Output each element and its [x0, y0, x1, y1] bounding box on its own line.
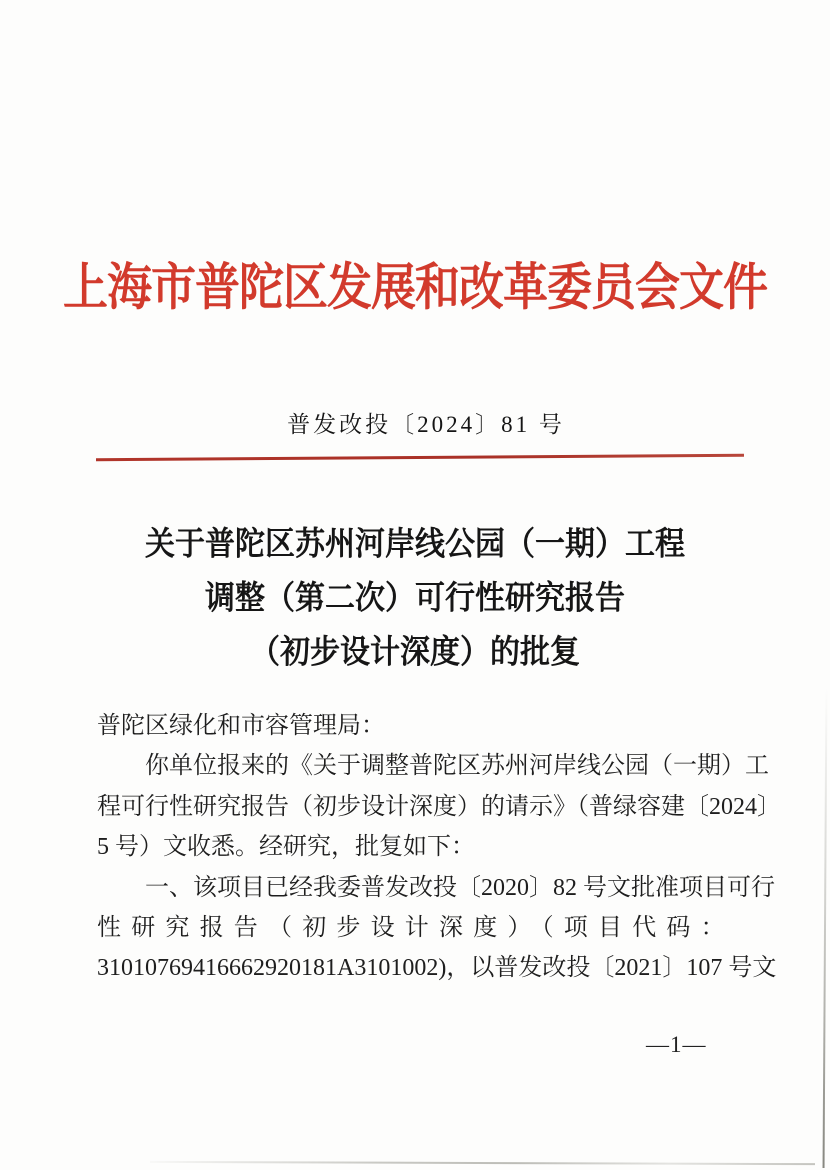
body-line: 你单位报来的《关于调整普陀区苏州河岸线公园（一期）工 — [145, 753, 769, 780]
document-body — [97, 706, 781, 989]
scan-artifact-right-edge — [823, 688, 828, 1168]
document-title-line: 关于普陀区苏州河岸线公园（一期）工程 — [145, 526, 685, 563]
body-line: 性研究报告（初步设计深度）（项目代码： — [97, 915, 735, 942]
page-number: —1— — [646, 1032, 707, 1057]
scan-artifact-bottom-edge — [150, 1161, 815, 1165]
document-number: 普发改投〔2024〕81 号 — [287, 412, 565, 437]
document-title-line: （初步设计深度）的批复 — [250, 634, 580, 671]
body-line: 程可行性研究报告（初步设计深度）的请示》（普绿容建〔2024〕 — [97, 793, 781, 820]
agency-header-title: 上海市普陀区发展和改革委员会文件 — [62, 259, 767, 316]
body-line: 5 号）文收悉。经研究，批复如下： — [97, 834, 475, 861]
document-title — [0, 518, 830, 680]
salutation: 普陀区绿化和市容管理局： — [97, 713, 385, 739]
body-line: 31010769416662920181A3101002)，以普发改投〔2021〕107 号文 — [97, 955, 777, 982]
document-title-line: 调整（第二次）可行性研究报告 — [205, 580, 625, 617]
body-line: 一、该项目已经我委普发改投〔2020〕82 号文批准项目可行 — [145, 874, 775, 901]
red-separator-line — [96, 454, 744, 462]
